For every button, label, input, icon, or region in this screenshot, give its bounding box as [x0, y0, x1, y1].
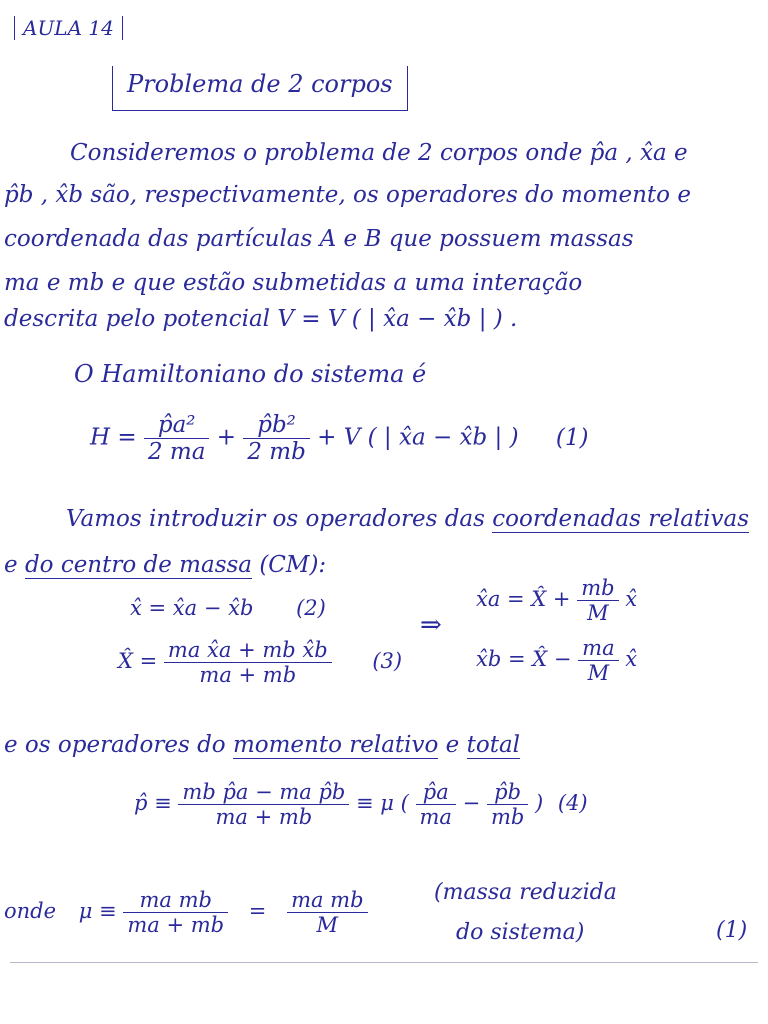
reduced-den2: M	[287, 912, 367, 937]
h-term2	[243, 412, 309, 465]
eq4-f1-num: p̂a	[422, 780, 449, 804]
para2-line2-c: (CM):	[259, 552, 327, 578]
reduced-den: ma + mb	[123, 912, 228, 937]
reduced-frac2	[287, 888, 367, 937]
para3-d: total	[466, 732, 521, 758]
reduced-num: ma mb	[139, 888, 212, 912]
eq4-den: ma + mb	[178, 804, 349, 829]
page-number: (1)	[716, 918, 748, 943]
eq4-close: )	[534, 791, 544, 815]
eq3	[118, 638, 402, 687]
h-label: (1)	[555, 424, 589, 451]
para3-c: e	[445, 732, 460, 758]
eq2	[130, 596, 326, 620]
xa-frac	[577, 576, 618, 625]
para1-line2: p̂b , x̂b são, respectivamente, os operadores do momento e	[4, 182, 691, 208]
eq3-label: (3)	[372, 649, 403, 673]
para2-line2-a: e	[4, 552, 18, 578]
h-rest: + V ( | x̂a − x̂b | )	[317, 424, 519, 451]
h-term1	[144, 412, 209, 465]
bottom-rule	[10, 962, 758, 963]
eq4-f1-den: ma	[416, 804, 456, 829]
lesson-label-text: AULA 14	[23, 16, 114, 40]
para2-line1-a: Vamos introduzir os operadores das	[66, 506, 485, 532]
page-title-text: Problema de 2 corpos	[127, 70, 393, 98]
xa-den: M	[577, 600, 618, 625]
eq2-label: (2)	[296, 596, 326, 620]
para1-line4: ma e mb e que estão submetidas a uma interação	[4, 270, 583, 296]
h-term1-num: p̂a²	[157, 412, 196, 438]
eq4-label: (4)	[557, 791, 588, 815]
para3-line	[4, 732, 520, 758]
xb-frac	[578, 636, 618, 685]
xb-num: ma	[582, 636, 615, 660]
para3-a: e os operadores do	[4, 732, 226, 758]
reduced-frac1	[123, 888, 228, 937]
reduced-eq: =	[248, 899, 267, 923]
reduced-mass	[4, 888, 368, 937]
para1-line1: Consideremos o problema de 2 corpos onde p̂a , x̂a e	[70, 140, 688, 166]
eq4	[134, 780, 588, 829]
xa-num: mb	[581, 576, 615, 600]
para2-line2	[4, 552, 326, 578]
para3-b: momento relativo	[232, 732, 439, 758]
xa-rhs: x̂	[625, 587, 638, 611]
reduced-note-1: (massa reduzida	[434, 880, 617, 905]
eq4-f1	[416, 780, 456, 829]
hamiltonian-equation	[90, 412, 589, 465]
reduced-note-2: do sistema)	[456, 920, 585, 945]
eq3-frac	[164, 638, 332, 687]
eq4-lhs: p̂ ≡	[134, 791, 172, 815]
xb-lhs: x̂b = X̂ −	[476, 647, 572, 671]
page-title	[112, 66, 408, 111]
eq-xa	[476, 576, 637, 625]
eq4-num: mb p̂a − ma p̂b	[182, 780, 346, 804]
h-plus: +	[216, 424, 237, 451]
eq3-den: ma + mb	[164, 662, 332, 687]
hamiltonian-intro: O Hamiltoniano do sistema é	[74, 360, 427, 388]
eq4-minus: −	[462, 791, 481, 815]
para2-line2-b: do centro de massa	[24, 552, 253, 578]
reduced-num2: ma mb	[291, 888, 364, 912]
eq3-lhs: X̂ =	[118, 649, 158, 673]
para1-line3: coordenada das partículas A e B que possuem massas	[4, 226, 634, 252]
eq4-frac	[178, 780, 349, 829]
lesson-label	[14, 16, 123, 40]
xa-lhs: x̂a = X̂ +	[476, 587, 571, 611]
eq4-equiv: ≡ μ (	[356, 791, 409, 815]
xb-rhs: x̂	[625, 647, 638, 671]
h-term2-num: p̂b²	[257, 412, 296, 438]
h-lhs: H =	[90, 424, 137, 451]
para2-line1	[66, 506, 749, 532]
reduced-lhs: μ ≡	[78, 899, 117, 923]
eq4-f2-den: mb	[487, 804, 528, 829]
eq2-body: x̂ = x̂a − x̂b	[130, 596, 254, 620]
eq3-num: ma x̂a + mb x̂b	[167, 638, 328, 662]
h-term1-den: 2 ma	[144, 438, 209, 465]
para1-line5: descrita pelo potencial V = V ( | x̂a − x̂b | ) .	[4, 306, 518, 332]
xb-den: M	[578, 660, 618, 685]
para2-line1-b: coordenadas relativas	[492, 506, 750, 532]
eq4-f2-num: p̂b	[494, 780, 522, 804]
eq4-f2	[487, 780, 528, 829]
eq-xb	[476, 636, 637, 685]
reduced-word: onde	[4, 899, 57, 923]
h-term2-den: 2 mb	[243, 438, 309, 465]
implies-arrow: ⇒	[420, 610, 442, 640]
